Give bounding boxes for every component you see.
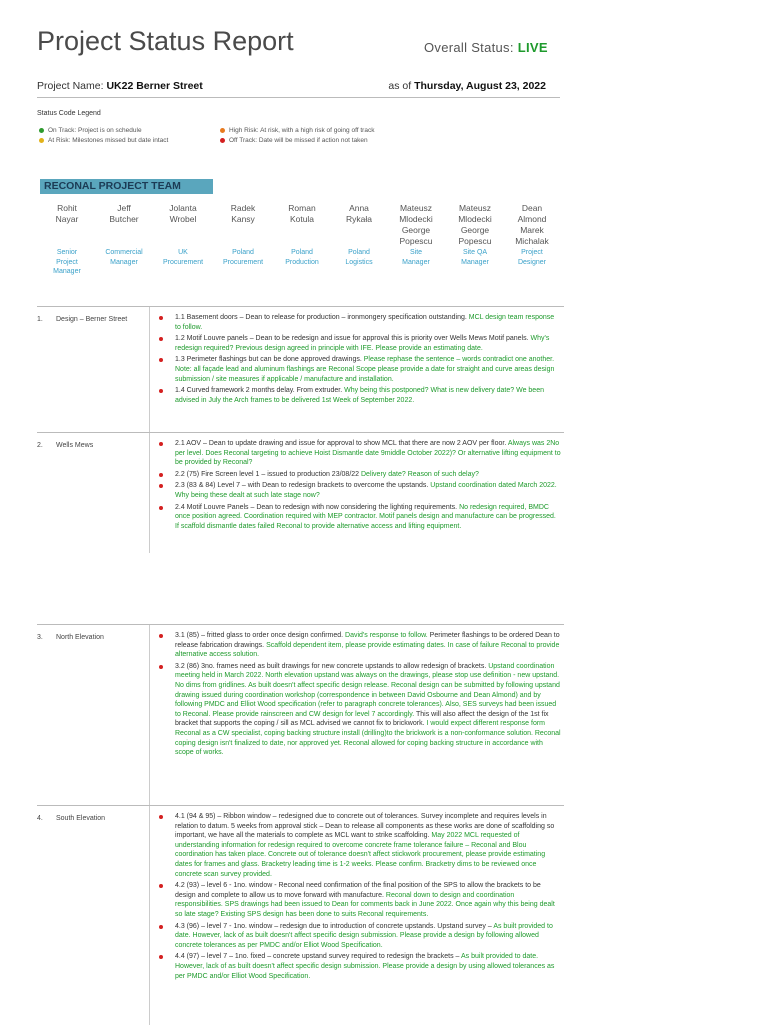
column-divider (149, 433, 150, 553)
column-divider (149, 806, 150, 1025)
contractor-update: 2.4 Motif Louvre Panels – Dean to redesign with now considering the lighting requirements. (175, 503, 460, 511)
team-member-name: Mateusz Mlodecki George Popescu (399, 203, 433, 246)
section-north-elevation (37, 624, 564, 805)
client-comment: As built provided to date. However, lack of as built doesn't affect specific design submission. Please provide a design by using allowed tolerances as per PMDC and/or Elliot Wood Specification. (175, 953, 555, 980)
team-member-name: Roman Kotula (288, 203, 316, 224)
section-design-berner-street (37, 306, 564, 437)
section-items (157, 313, 561, 407)
project-name-value: UK22 Berner Street (106, 80, 203, 92)
column-divider (149, 307, 150, 437)
team-member-name: Mateusz Mlodecki George Popescu (458, 203, 492, 246)
as-of-value: Thursday, August 23, 2022 (414, 80, 546, 92)
section-wells-mews (37, 432, 564, 553)
section-items (157, 439, 561, 533)
contractor-update: 4.4 (97) – level 7 – 1no. fixed – concrete upstand survey required to redesign the brackets – (175, 953, 462, 961)
legend-text: At Risk: Milestones missed but date intact (48, 137, 169, 144)
legend-title: Status Code Legend (37, 110, 101, 117)
status-item (157, 881, 561, 919)
team-member-name: Jolanta Wrobel (169, 203, 197, 224)
team-member-role: UK Procurement (162, 249, 204, 266)
contractor-update: 4.2 (93) – level 6 - 1no. window - Reconal need confirmation of the final position of the SPS to allow the brackets to be design and complete to allow us to move forward with manufacture. (175, 882, 541, 899)
status-item (157, 439, 561, 468)
team-member-role: Site QA Manager (461, 249, 489, 266)
legend-text: On Track: Project is on schedule (48, 127, 142, 134)
off-track-dot-icon (159, 955, 163, 959)
status-item (157, 812, 561, 879)
client-comment: Please rephase the sentence – words contradict one another. Note: all façade lead and aluminum flashings are Reconal Scope please provide a date for straight and curve areas design submission / site measures if applicable / manufacture and installation. (175, 356, 555, 383)
off-track-dot-icon (159, 442, 163, 446)
status-item (157, 503, 561, 532)
section-number: 3. (37, 634, 43, 641)
project-row (37, 80, 560, 92)
section-items (157, 812, 561, 983)
header-divider (37, 97, 560, 98)
team-member-role: Poland Procurement (222, 249, 264, 266)
team-member-role: Senior Project Manager (53, 249, 81, 275)
section-name: South Elevation (56, 815, 106, 822)
team-member-role: Poland Logistics (345, 249, 373, 266)
off-track-dot-icon (159, 925, 163, 929)
client-comment: Why being this postponed? What is new delivery date? We been advised in July the Arch frames to be delivered 1st Week of September 2022. (175, 387, 544, 404)
contractor-update: This will also affect the design of the 1st fix bracket that supports the coping / sill as MCL advised we cannot fix to brickwork. (175, 710, 549, 728)
project-name-label: Project Name: (37, 80, 104, 92)
client-comment: Reconal down to design and coordination responsibilities. SPS drawings had been issued to Dean for comments back in June 2022. Once again why this being dealt so late stage? Existing SPS design has been done to suits Reconal requirements. (175, 891, 555, 918)
contractor-update: 2.3 (83 & 84) Level 7 – with Dean to redesign brackets to overcome the upstands. (175, 482, 431, 490)
contractor-update: 4.3 (96) – level 7 - 1no. window – redesign due to introduction of concrete upstands. Upstand survey – (175, 922, 494, 930)
section-name: North Elevation (56, 634, 104, 641)
contractor-update: 1.2 Motif Louvre panels – Dean to be redesign and issue for approval this is priority over Wells Mews Motif panels. (175, 335, 531, 343)
off-track-dot-icon (159, 316, 163, 320)
contractor-update: 1.3 Perimeter flashings but can be done approved drawings. (175, 356, 364, 364)
off-track-dot-icon (159, 358, 163, 362)
contractor-update: 4.1 (94 & 95) – Ribbon window – redesigned due to concrete out of tolerances. Survey incomplete and requires levels in relation to datum. 5 weeks from approval stick – Dean to release all components as these works are done of scaffolding so important, we have all the materials to complete as MCL want to strike scaffolding. (175, 813, 555, 840)
contractor-update: 3.2 (86) 3no. frames need as built drawings for new concrete upstands to allow redesign of brackets. (175, 662, 489, 670)
as-of-date (388, 80, 546, 92)
contractor-update: 3.1 (85) – fritted glass to order once design confirmed. (175, 632, 346, 639)
client-comment: Upstand coordination dated March 2022. Why being these dealt at such late stage now? (175, 482, 557, 499)
section-number: 4. (37, 815, 43, 822)
overall-status-label: Overall Status: (424, 40, 514, 55)
status-item (157, 662, 561, 758)
team-member-name: Rohit Nayar (55, 203, 79, 224)
legend-item (220, 137, 368, 144)
overall-status-value: LIVE (517, 40, 548, 55)
team-heading: RECONAL PROJECT TEAM (40, 179, 213, 194)
status-item (157, 631, 561, 660)
status-item (157, 313, 561, 332)
status-item (157, 355, 561, 384)
status-dot-icon (39, 128, 44, 133)
team-member-name: Anna Rykała (346, 203, 372, 224)
section-items (157, 631, 561, 760)
off-track-dot-icon (159, 473, 163, 477)
status-item (157, 952, 561, 981)
section-south-elevation (37, 805, 564, 1025)
team-member-name: Dean Almond Marek Michalak (515, 203, 549, 246)
legend-item (39, 127, 142, 134)
team-member-name: Jeff Butcher (109, 203, 139, 224)
team-member-name: Radek Kansy (230, 203, 256, 224)
status-item (157, 334, 561, 353)
project-name (37, 80, 203, 92)
section-name: Design – Berner Street (56, 316, 128, 323)
client-comment: May 2022 MCL requested of understanding information for redesign required to overcome concrete frame tolerance failure – Reconal and Blou coordination has taken place. Concrete out of tolerance doesn't affect stickwork procurement, please provide estimating dates for frames and glass. Bracketry leading time is 1-2 weeks. Please confirm. Bracketry dims to be reviewed once concrete scan survey provided. (175, 832, 546, 878)
client-comment: No redesign required, BMDC once position agreed. Coordination required with MEP contractor. Motif panels design and manufacture can be progressed. If scaffold dismantle dates failed Reconal to provide alternative access and lifting equipment. (175, 503, 556, 530)
legend-text: High Risk: At risk, with a high risk of going off track (229, 127, 375, 134)
client-comment: Delivery date? Reason of such delay? (361, 470, 479, 478)
status-item (157, 922, 561, 951)
off-track-dot-icon (159, 884, 163, 888)
team-member-role: Project Designer (517, 249, 546, 266)
column-divider (149, 625, 150, 805)
status-item (157, 470, 561, 480)
status-dot-icon (220, 128, 225, 133)
client-comment: As built provided to date. However, lack of as built doesn't affect specific design submission. Please provide a design by following allowed concrete tolerances as per PMDC and/or Elliot Wood Specification. (175, 922, 553, 949)
off-track-dot-icon (159, 389, 163, 393)
contractor-update: Perimeter flashings to be ordered Dean to release fabrication drawings. (175, 632, 560, 649)
off-track-dot-icon (159, 506, 163, 510)
team-member-role: Poland Production (285, 249, 319, 266)
contractor-update: 2.2 (75) Fire Screen level 1 – issued to production 23/08/22 (175, 470, 361, 478)
section-number: 2. (37, 442, 43, 449)
section-name: Wells Mews (56, 442, 94, 449)
legend-item (39, 137, 168, 144)
client-comment: Upstand coordination meeting held in March 2022. North elevation upstand was always on the drawings, please stop use definition - new upstand. No dims from gridlines. As built doesn't affect specific design release. Reconal design can be submitted by following upstand drawing issued during coordination workshop (correspondence in between David Osbourne and Dean Almond) and by following PMDC and Elliot Wood specification (refer to paragraph concrete tolerances). Also, SES surveys had been issued to Reconal. Please provide rainscreen and CW design for level 7 accordingly. (175, 662, 560, 718)
client-comment: David's response to follow. (345, 632, 430, 639)
overall-status (424, 40, 548, 55)
contractor-update: 1.1 Basement doors – Dean to release for production – ironmongery specification outstanding. (175, 314, 469, 321)
as-of-label: as of (388, 80, 412, 92)
off-track-dot-icon (159, 634, 163, 638)
off-track-dot-icon (159, 665, 163, 669)
off-track-dot-icon (159, 815, 163, 819)
client-comment: Always was 2No per level. Does Reconal targeting to achieve Hoist Dismantle date 9middle October 2022)? Or alternative lifting equipment to be provided by Reconal? (175, 440, 561, 467)
contractor-update: 1.4 Curved framework 2 months delay. From extruder. (175, 387, 345, 395)
client-comment: Scaffold dependent item, please provide estimating dates. In case of failure Reconal to provide alternative access solution. (175, 641, 560, 659)
status-dot-icon (220, 138, 225, 143)
client-comment: Why's redesign required? Previous design agreed in principle with IFE. Please provide an estimating date. (175, 335, 550, 352)
status-dot-icon (39, 138, 44, 143)
status-item (157, 386, 561, 405)
page-title: Project Status Report (37, 26, 294, 56)
contractor-update: 2.1 AOV – Dean to update drawing and issue for approval to show MCL that there are now 2 AOV per floor. (175, 440, 508, 447)
team-member-role: Site Manager (402, 249, 430, 266)
off-track-dot-icon (159, 337, 163, 341)
off-track-dot-icon (159, 484, 163, 488)
legend-text: Off Track: Date will be missed if action not taken (229, 137, 368, 144)
section-number: 1. (37, 316, 43, 323)
status-item (157, 481, 561, 500)
team-member-role: Commercial Manager (105, 249, 143, 266)
legend-item (220, 127, 374, 134)
client-comment: I would expect different response form Reconal as a CW specialist, coping backing structure install (drilling)to the brickwork is a non-conformance solution. Reconal coping design isn't finalized to date, nor approved yet. Reconal allowed for coping backing structure in accordance with scope of works. (175, 720, 561, 757)
client-comment: MCL design team response to follow. (175, 314, 555, 331)
